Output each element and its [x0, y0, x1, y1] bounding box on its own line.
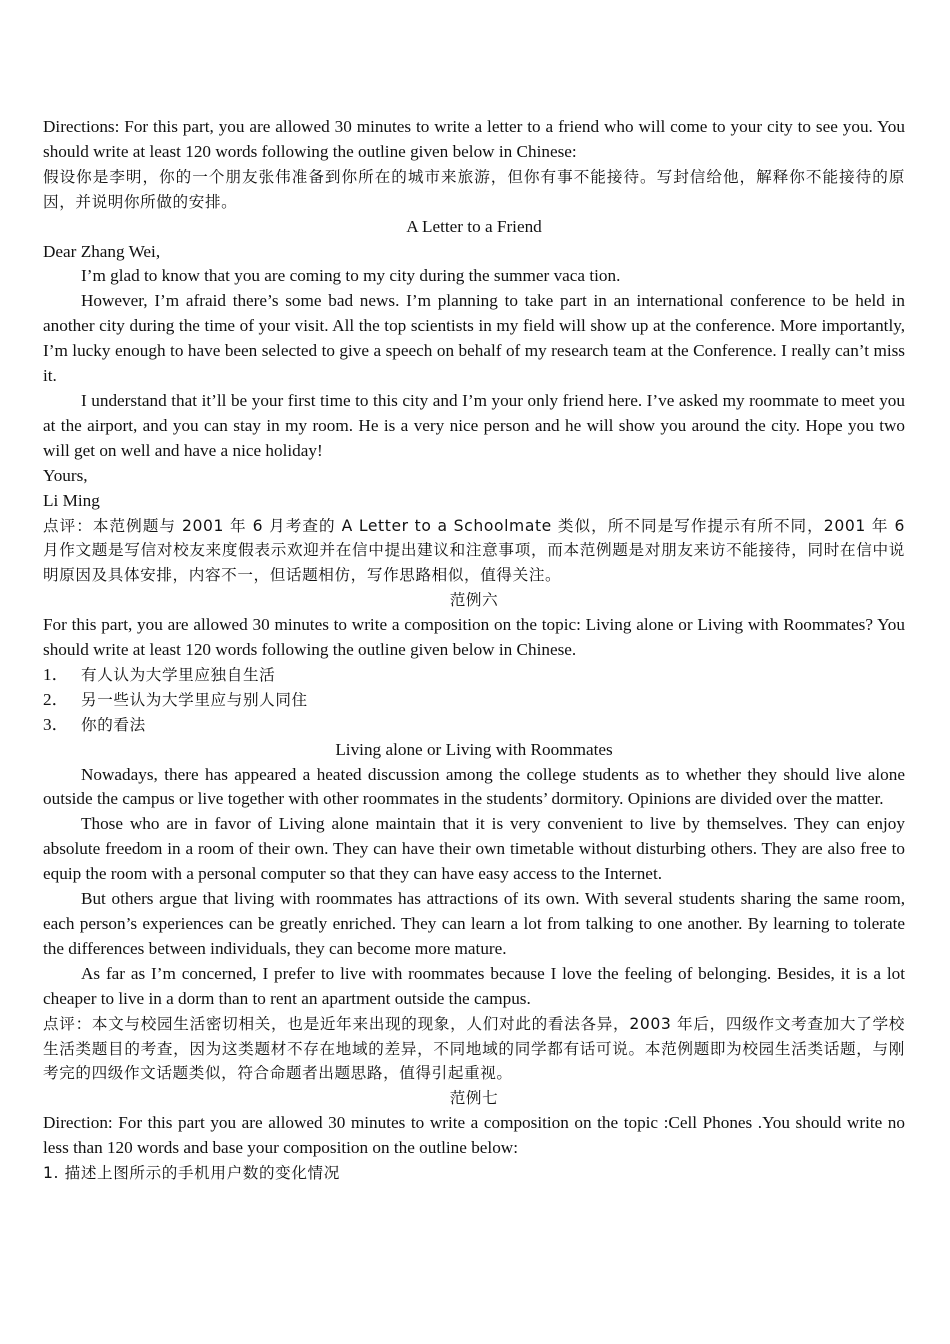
- outline-number: 2．: [43, 689, 69, 709]
- outline-item: [43, 713, 905, 738]
- document-page: [43, 115, 905, 1186]
- outline-number: 3．: [43, 714, 69, 734]
- letter-salutation: Dear Zhang Wei,: [43, 241, 161, 261]
- composition-comment: 点评：本文与校园生活密切相关，也是近年来出现的现象，人们对此的看法各异，2003 年后，四级作文考查加大了学校生活类题目的考查，因为这类题材不存在地域的差异，不同地域的同学都有话可说。本范例题即为校园生活类话题，与刚考完的四级作文话题类似，符合命题者出题思路，值得引起重视。: [43, 1014, 905, 1083]
- letter-comment: 点评：本范例题与 2001 年 6 月考查的 A Letter to a Schoolmate 类似，所不同是写作提示有所不同，2001 年 6 月作文题是写信对校友来度假表示欢迎并在信中提出建议和注意事项，而本范例题是对朋友来访不能接待，同时在信中说明原因及具体安排，内容不一，但话题相仿，写作思路相似，值得关注。: [43, 516, 906, 585]
- composition-paragraph-3: But others argue that living with roommates has attractions of its own. With several students sharing the same room, each person’s experiences can be greatly enriched. They can learn a lot from talking to one another. By learning to tolerate the differences between individuals, they can become more mature.: [43, 889, 905, 958]
- outline-text: 另一些认为大学里应与别人同住: [81, 690, 308, 709]
- example-six-heading: 范例六: [449, 591, 499, 610]
- composition-paragraph-2: Those who are in favor of Living alone maintain that it is very convenient to live by themselves. They can enjoy absolute freedom in a room of their own. They can have their own timetable without disturbing others. They are also free to equip the room with a personal computer so that they can have easy access to the Internet.: [43, 814, 905, 884]
- cell-phones-directions: Direction: For this part you are allowed 30 minutes to write a composition on the topic :Cell Phones .You should write no less than 120 words and base your composition on the outline below:: [43, 1113, 905, 1158]
- letter-paragraph-3: I understand that it’ll be your first time to this city and I’m your only friend here. I’ve asked my roommate to meet you at the airport, and you can stay in my room. He is a very nice person and he will show you around the city. Hope you two will get on well and have a nice holiday!: [43, 390, 905, 460]
- letter-paragraph-2: However, I’m afraid there’s some bad news. I’m planning to take part in an international conference to be held in another city during the time of your visit. All the top scientists in my field will show up at the conference. More importantly, I’m lucky enough to have been selected to give a speech on behalf of my research team at the Conference. I really can’t miss it.: [43, 291, 905, 386]
- letter-title: A Letter to a Friend: [406, 216, 542, 236]
- letter-prompt-chinese: 假设你是李明，你的一个朋友张伟准备到你所在的城市来旅游，但你有事不能接待。写封信给他，解释你不能接待的原因，并说明你所做的安排。: [43, 167, 905, 211]
- letter-paragraph-1: I’m glad to know that you are coming to my city during the summer vaca tion.: [81, 266, 621, 286]
- outline-text: 有人认为大学里应独自生活: [81, 665, 276, 684]
- outline-item: [43, 663, 905, 688]
- composition-directions: For this part, you are allowed 30 minutes to write a composition on the topic: Living alone or Living with Roommates? You should write at least 120 words following the outline given below in Chinese.: [43, 615, 905, 660]
- outline-item: [43, 688, 905, 713]
- outline-number: 1．: [43, 664, 69, 684]
- example-seven-heading: 范例七: [449, 1089, 499, 1108]
- letter-directions: Directions: For this part, you are allowed 30 minutes to write a letter to a friend who will come to your city to see you. You should write at least 120 words following the outline given below in Chinese:: [43, 117, 905, 161]
- outline-text: 你的看法: [81, 715, 146, 734]
- composition-paragraph-4: As far as I’m concerned, I prefer to live with roommates because I love the feeling of belonging. Besides, it is a lot cheaper to live in a dorm than to rent an apartment outside the campus.: [43, 963, 905, 1008]
- composition-title: Living alone or Living with Roommates: [335, 739, 613, 759]
- letter-signature: Li Ming: [43, 490, 100, 510]
- letter-closing: Yours,: [43, 465, 88, 485]
- composition-paragraph-1: Nowadays, there has appeared a heated discussion among the college students as to whether they should live alone outside the campus or live together with other roommates in the students’ dormitory. Opinions are divided over the matter.: [43, 764, 905, 809]
- cell-phones-outline-item: 1. 描述上图所示的手机用户数的变化情况: [43, 1164, 340, 1183]
